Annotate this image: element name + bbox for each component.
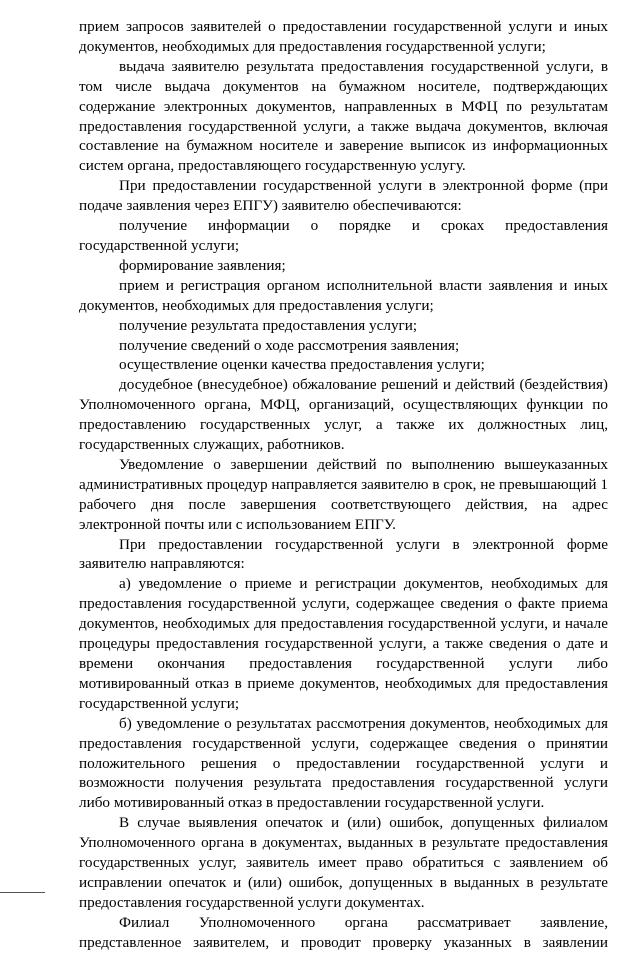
paragraph-14: б) уведомление о результатах рассмотрения документов, необходимых для предоставления государственной услуги, содержащее сведения о принятии положительного решения о предоставлении государственной услуги и возможности получения результата предоставления государственной услуги либо мотивированный отказ в предоставлении государственной услуги. <box>79 714 608 812</box>
paragraph-4: получение информации о порядке и сроках предоставления государственной услуги; <box>79 217 608 254</box>
paragraph-16: Филиал Уполномоченного органа рассматривает заявление, представленное заявителем, и проводит проверку указанных в заявлении <box>79 913 608 951</box>
paragraph-10: досудебное (внесудебное) обжалование решений и действий (бездействия) Уполномоченного органа, МФЦ, организаций, осуществляющих функции по предоставлению государственных услуг, а также их должностных лиц, государственных служащих, работников. <box>79 376 608 454</box>
paragraph-7: получение результата предоставления услуги; <box>119 316 418 334</box>
paragraph-13: а) уведомление о приеме и регистрации документов, необходимых для предоставления государственной услуги, содержащее сведения о факте приема документов, необходимых для предоставления государственной услуги, и начале процедуры предоставления государственной услуги, а также сведения о дате и времени окончания предоставления государственной услуги либо мотивированный отказ в приеме документов, необходимых для предоставления государственной услуги; <box>79 575 608 712</box>
paragraph-6: прием и регистрация органом исполнительной власти заявления и иных документов, необходимых для предоставления услуги; <box>79 276 608 314</box>
paragraph-15: В случае выявления опечаток и (или) ошибок, допущенных филиалом Уполномоченного органа в документах, выданных в результате предоставления государственных услуг, заявитель имеет право обратиться с заявлением об исправлении опечаток и (или) ошибок, допущенных в выданных в результате предоставления государственной услуги документах. <box>79 814 608 911</box>
paragraph-11: Уведомление о завершении действий по выполнению вышеуказанных административных процедур направляется заявителю в срок, не превышающий 1 рабочего дня после завершения соответствующего действия, на адрес электронной почты или с использованием ЕПГУ. <box>79 455 608 533</box>
paragraph-12: При предоставлении государственной услуги в электронной форме заявителю направляются: <box>79 535 608 573</box>
footnote-rule <box>0 892 45 893</box>
paragraph-5: формирование заявления; <box>119 256 286 274</box>
paragraph-1: прием запросов заявителей о предоставлении государственной услуги и иных документов, необходимых для предоставления государственной услуги; <box>79 18 608 55</box>
document-body <box>79 17 608 953</box>
paragraph-9: осуществление оценки качества предоставления услуги; <box>119 356 485 374</box>
paragraph-3: При предоставлении государственной услуги в электронной форме (при подаче заявления через ЕПГУ) заявителю обеспечиваются: <box>79 177 608 215</box>
paragraph-8: получение сведений о ходе рассмотрения заявления; <box>119 336 460 354</box>
paragraph-2: выдача заявителю результата предоставления государственной услуги, в том числе выдача документов на бумажном носителе, подтверждающих содержание электронных документов, направленных в МФЦ по результатам предоставления государственной услуги, а также выдача документов, включая составление на бумажном носителе и заверение выписок из информационных систем органа, предоставляющего государственную услугу. <box>79 57 608 175</box>
